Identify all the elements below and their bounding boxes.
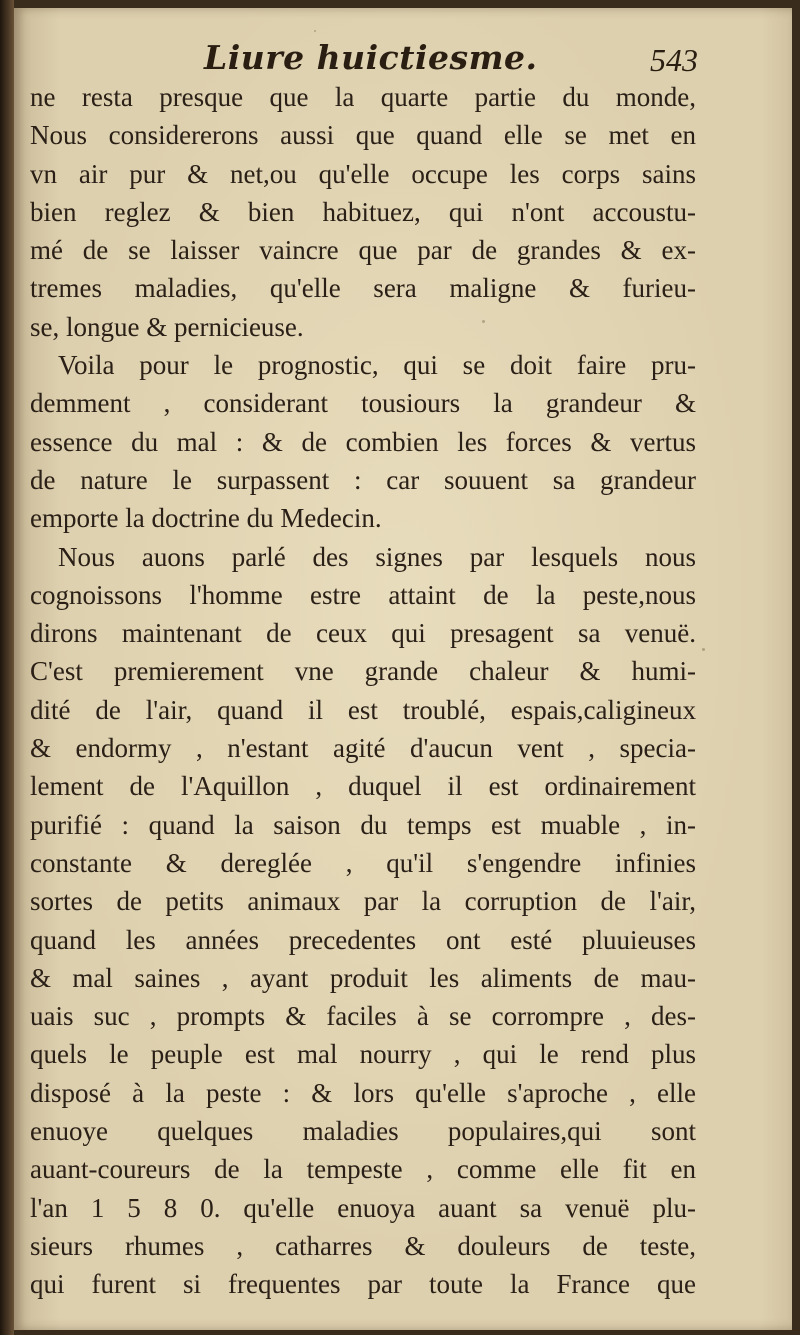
text-line: sortes de petits animaux par la corruption de l'air, [30,886,696,917]
text-line: purifié : quand la saison du temps est muable , in- [30,809,696,840]
text-line: mé de se laisser vaincre que par de grandes & ex- [30,235,696,266]
text-line: & mal saines , ayant produit les aliments de mau- [30,962,696,993]
text-line: ne resta presque que la quarte partie du monde, [30,82,696,112]
text-line: demment , considerant tousiours la grandeur & [30,388,696,419]
paragraph-start-line: Nous auons parlé des signes par lesquels nous [58,541,696,572]
paper-speck [702,648,705,651]
text-line: lement de l'Aquillon , duquel il est ordinairement [30,771,696,802]
text-line: quels le peuple est mal nourry , qui le rend plus [30,1039,696,1070]
text-line: quand les années precedentes ont esté pluuieuses [30,924,696,955]
text-line: essence du mal : & de combien les forces & vertus [30,426,696,457]
text-line: constante & dereglée , qu'il s'engendre infinies [30,847,696,878]
text-line: dité de l'air, quand il est troublé, espais,caligineux [30,694,696,725]
text-line: enuoye quelques maladies populaires,qui sont [30,1116,696,1147]
text-line: qui furent si frequentes par toute la France que [30,1269,696,1300]
page-number: 543 [650,42,698,78]
text-line: disposé à la peste : & lors qu'elle s'aproche , elle [30,1077,696,1108]
paragraph-start-line: Voila pour le prognostic, qui se doit faire pru- [58,350,696,381]
text-line: & endormy , n'estant agité d'aucun vent , specia- [30,733,696,764]
paragraph-end-line: se, longue & pernicieuse. [30,311,304,342]
text-line: Nous considererons aussi que quand elle se met en [30,120,696,151]
text-line: uais suc , prompts & faciles à se corrompre , des- [30,1001,696,1032]
text-line: sieurs rhumes , catharres & douleurs de teste, [30,1230,696,1261]
text-line: bien reglez & bien habituez, qui n'ont accoustu- [30,196,696,227]
body-text [30,78,696,1304]
paper-speck [314,30,316,32]
text-line: dirons maintenant de ceux qui presagent sa venuë. [30,618,696,649]
text-line: l'an 1 5 8 0. qu'elle enuoya auant sa venuë plu- [30,1192,696,1223]
text-line: vn air pur & net,ou qu'elle occupe les corps sains [30,158,696,189]
text-line: auant-coureurs de la tempeste , comme elle fit en [30,1154,696,1185]
paragraph-end-line: emporte la doctrine du Medecin. [30,503,382,534]
text-line: C'est premierement vne grande chaleur & humi- [30,656,696,687]
running-title: Liure huictiesme. [204,38,538,77]
text-line: tremes maladies, qu'elle sera maligne & furieu- [30,273,696,304]
book-binding-edge [0,0,14,1335]
text-line: de nature le surpassent : car souuent sa grandeur [30,464,696,495]
text-line: cognoissons l'homme estre attaint de la peste,nous [30,579,696,610]
